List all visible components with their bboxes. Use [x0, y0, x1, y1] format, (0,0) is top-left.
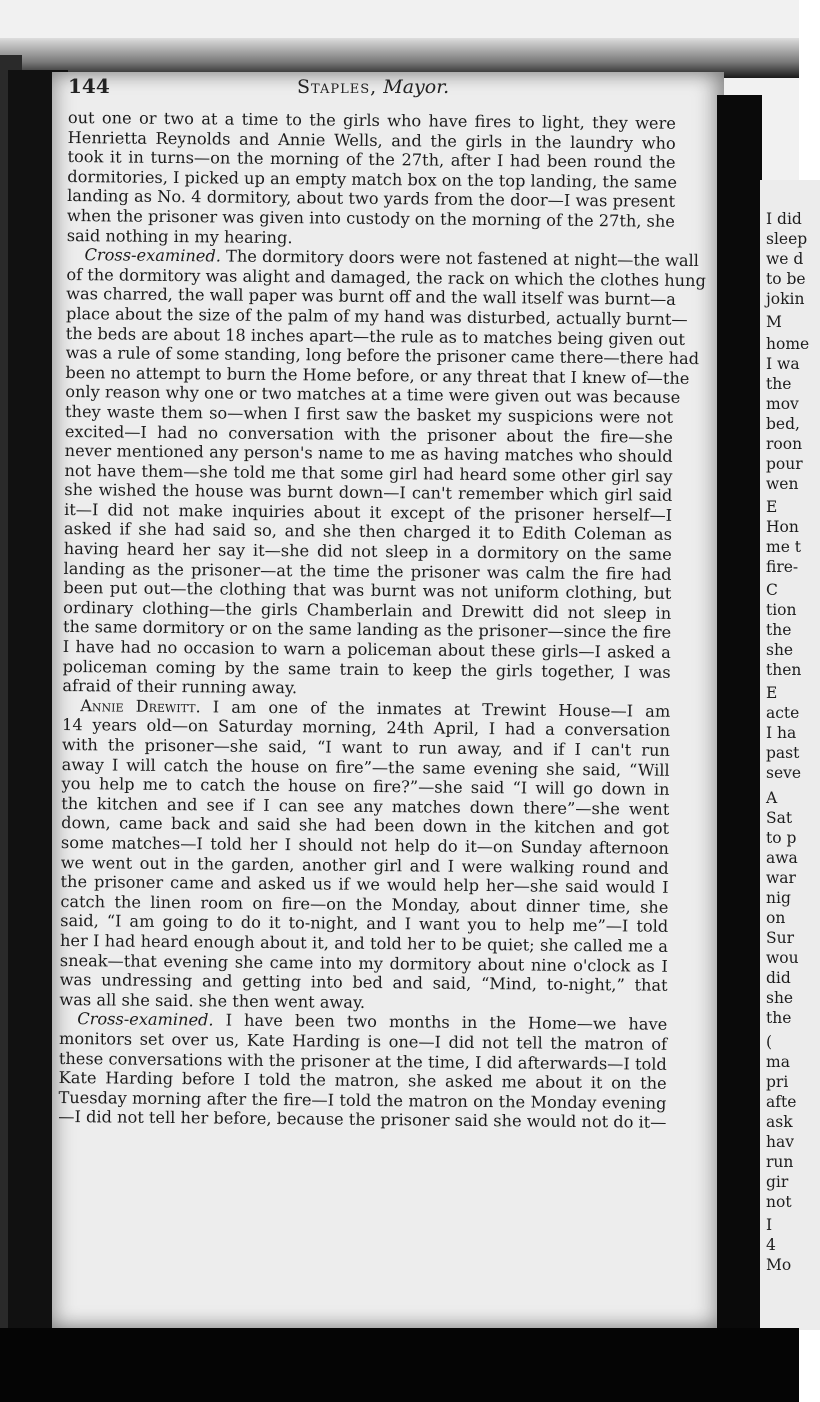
- right-page-fragment: to be: [766, 270, 806, 288]
- right-page-fragment: tion: [766, 601, 797, 619]
- text-line: said nothing in my hearing.: [66, 225, 293, 247]
- right-page-fragment: sleep: [766, 230, 808, 248]
- text-line: policeman coming by the same train to keep the girls together, I was: [62, 656, 671, 682]
- right-page-fragment: E: [766, 498, 778, 516]
- text-line: been no attempt to burn the Home before, or any threat that I knew of—the: [65, 362, 690, 388]
- text-line: I have had no occasion to warn a policeman about these girls—I asked a: [62, 637, 671, 662]
- right-page-fragment: I did: [766, 210, 802, 228]
- text-line: asked if she had said so, and she then charged it to Edith Coleman as: [63, 519, 673, 545]
- right-page-fragment: seve: [766, 764, 802, 782]
- right-page-fragment: Hon: [766, 518, 799, 536]
- right-page-fragment: ma: [766, 1053, 790, 1071]
- text-line: was undressing and getting into bed and said, “Mind, to-night,” that: [59, 970, 668, 995]
- right-page-fragment: then: [766, 661, 802, 679]
- text-line: her I had heard enough about it, and told her to be quiet; she called me a: [59, 930, 669, 956]
- text-line: landing as No. 4 dormitory, about two yards from the door—I was present: [67, 186, 676, 212]
- right-page-fragment: fire-: [766, 558, 799, 576]
- text-line: catch the linen room on fire—on the Monday, about dinner time, she: [60, 891, 669, 917]
- right-page-fragment: Mo: [766, 1256, 792, 1274]
- text-line: only reason why one or two matches at a time were given out was because: [65, 382, 681, 408]
- text-line: some matches—I told her I should not help do it—on Sunday afternoon: [60, 832, 670, 858]
- text-line: Tuesday morning after the fire—I told the matron on the Monday evening: [58, 1087, 667, 1113]
- right-page-fragment: not: [766, 1193, 792, 1211]
- right-page-fragment: we d: [766, 250, 804, 268]
- right-page-fragment: pri: [766, 1073, 789, 1091]
- right-page-fragment: acte: [766, 704, 800, 722]
- running-head-title: Mayor.: [383, 76, 450, 98]
- right-page-fragment: A: [766, 789, 778, 807]
- right-page-fragment: mov: [766, 395, 799, 413]
- text-line: 14 years old—on Saturday morning, 24th April, I had a conversation: [61, 715, 671, 741]
- text-line: Annie Drewitt. I am one of the inmates at Trewint House—I am: [80, 695, 671, 721]
- right-page-fragment: home: [766, 335, 810, 353]
- right-page-fragment: (: [766, 1033, 773, 1051]
- right-page-fragment: ask: [766, 1113, 793, 1131]
- right-page-fragment: hav: [766, 1133, 794, 1151]
- right-page-fragment: to p: [766, 829, 797, 847]
- text-line: Cross-examined. The dormitory doors were not fastened at night—the wall: [84, 245, 699, 271]
- text-line: monitors set over us, Kate Harding is one—I did not tell the matron of: [58, 1028, 668, 1054]
- right-page-fragment: awa: [766, 849, 798, 867]
- text-line: afraid of their running away.: [62, 676, 298, 698]
- right-page-fragment: 4: [766, 1236, 776, 1254]
- right-page-fragment: war: [766, 869, 796, 887]
- right-page-fragment: bed,: [766, 415, 800, 433]
- text-line: said, “I am going to do it to-night, and I want you to help me”—I told: [60, 911, 669, 937]
- right-page-fragment: the: [766, 1009, 792, 1027]
- text-line: was all she said. she then went away.: [59, 989, 366, 1012]
- text-line: down, came back and said she had been down in the kitchen and got: [61, 813, 670, 839]
- right-page-fragment: M: [766, 313, 782, 331]
- text-line: —I did not tell her before, because the prisoner said she would not do it—: [58, 1107, 667, 1133]
- text-line: we went out in the garden, another girl and I were walking round and: [60, 852, 669, 878]
- right-page-fragment: past: [766, 744, 800, 762]
- right-page-fragment: did: [766, 969, 791, 987]
- book-gutter: [717, 95, 762, 1365]
- text-line: never mentioned any person's name to me as having matches who should: [64, 441, 673, 466]
- text-line: when the prisoner was given into custody on the morning of the 27th, she: [66, 205, 676, 231]
- text-line: excited—I had no conversation with the prisoner about the fire—she: [64, 421, 673, 447]
- right-page-fragment: C: [766, 581, 778, 599]
- text-line: away I will catch the house on fire”—the same evening she said, “Will: [61, 754, 670, 780]
- text-line: of the dormitory was alight and damaged, the rack on which the clothes hung: [66, 264, 706, 290]
- right-page-fragment: E: [766, 684, 778, 702]
- right-page-fragment: run: [766, 1153, 794, 1171]
- text-line: out one or two at a time to the girls who have fires to light, they were: [67, 108, 676, 133]
- right-page-fragment: I wa: [766, 355, 800, 373]
- text-line: the kitchen and see if I can see any matches down there”—she went: [61, 793, 670, 819]
- right-page-fragment: on: [766, 909, 786, 927]
- running-head-name: Staples,: [297, 76, 378, 98]
- right-page-fragment: pour: [766, 455, 803, 473]
- text-line: not have them—she told me that some girl had heard some other girl say: [64, 460, 673, 486]
- right-page-fragment: the: [766, 375, 792, 393]
- text-line: the prisoner came and asked us if we would help her—she said would I: [60, 872, 669, 897]
- page-header: [68, 74, 668, 104]
- right-page-fragment: jokin: [766, 290, 805, 308]
- text-line: Henrietta Reynolds and Annie Wells, and the girls in the laundry who: [67, 127, 676, 153]
- text-line: she wished the house was burnt down—I can't remember which girl said: [64, 480, 673, 506]
- text-line: dormitories, I picked up an empty match box on the top landing, the same: [67, 166, 678, 192]
- text-line: landing as the prisoner—at the time the prisoner was calm the fire had: [63, 558, 672, 584]
- text-line: ordinary clothing—the girls Chamberlain and Drewitt did not sleep in: [63, 597, 672, 623]
- text-line: with the prisoner—she said, “I want to run away, and if I can't run: [61, 734, 670, 760]
- text-line: it—I did not make inquiries about it except of the prisoner herself—I: [64, 499, 673, 525]
- right-page-fragment: wen: [766, 475, 799, 493]
- right-page-fragment: roon: [766, 435, 803, 453]
- text-line: was charred, the wall paper was burnt off and the wall itself was burnt—a: [66, 284, 676, 310]
- right-page-fragment: she: [766, 989, 794, 1007]
- right-page-fragment: afte: [766, 1093, 797, 1111]
- right-page-fragment: gir: [766, 1173, 789, 1191]
- right-page-fragment: Sur: [766, 929, 795, 947]
- text-line: having heard her say it—she did not sleep in a dormitory on the same: [63, 539, 672, 564]
- right-page-fragment: I: [766, 1216, 773, 1234]
- text-line: sneak—that evening she came into my dormitory about nine o'clock as I: [59, 950, 668, 976]
- right-page-fragment: I ha: [766, 724, 797, 742]
- bottom-shadow: [0, 1328, 799, 1402]
- right-page-fragment: wou: [766, 949, 799, 967]
- book-page-right-fragment: [760, 180, 820, 1330]
- right-page-fragment: me t: [766, 538, 802, 556]
- text-line: Kate Harding before I told the matron, she asked me about it on the: [58, 1068, 667, 1093]
- text-line: you help me to catch the house on fire?”—she said “I will go down in: [61, 774, 670, 799]
- text-line: been put out—the clothing that was burnt was not uniform clothing, but: [63, 578, 672, 604]
- right-page-fragment: the: [766, 621, 792, 639]
- text-line: place about the size of the palm of my hand was disturbed, actually burnt—: [65, 303, 688, 329]
- page-number: 144: [68, 74, 110, 98]
- text-line: was a rule of some standing, long before the prisoner came there—there had: [65, 343, 700, 369]
- text-line: the beds are about 18 inches apart—the rule as to matches being given out: [65, 323, 686, 349]
- text-line: these conversations with the prisoner at the time, I did afterwards—I told: [58, 1048, 667, 1074]
- right-page-fragment: Sat: [766, 809, 793, 827]
- body-text: [58, 108, 706, 1133]
- running-head: [297, 76, 449, 98]
- text-line: Cross-examined. I have been two months in the Home—we have: [77, 1009, 668, 1035]
- text-line: took it in turns—on the morning of the 27th, after I had been round the: [67, 147, 676, 173]
- right-page-fragment: nig: [766, 889, 791, 907]
- right-page-fragment: she: [766, 641, 794, 659]
- text-line: they waste them so—when I first saw the basket my suspicions were not: [64, 401, 674, 427]
- text-line: the same dormitory or on the same landing as the prisoner—since the fire: [62, 617, 672, 643]
